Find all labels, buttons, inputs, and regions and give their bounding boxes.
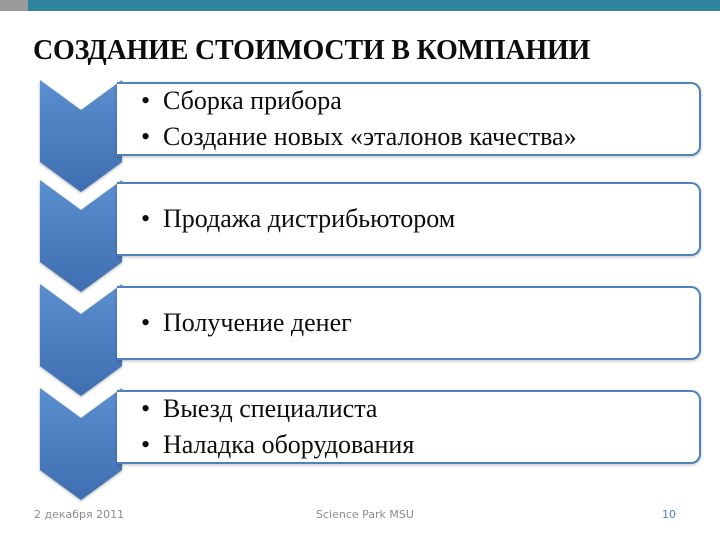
chevron-step-4 <box>40 388 122 500</box>
step-card-2 <box>117 182 701 256</box>
slide-title: СОЗДАНИЕ СТОИМОСТИ В КОМПАНИИ <box>33 35 591 66</box>
footer-date: 2 декабря 2011 <box>34 508 125 521</box>
step-bullet <box>141 305 699 341</box>
step-card-3 <box>117 286 701 360</box>
step-bullet-text: Наладка оборудования <box>163 430 415 459</box>
step-bullet-text: Продажа дистрибьютором <box>163 204 456 233</box>
footer-page-number: 10 <box>662 508 676 521</box>
bullet-glyph: • <box>141 204 151 233</box>
step-bullet-text: Сборка прибора <box>163 86 342 115</box>
footer-center: Science Park MSU <box>316 508 414 521</box>
step-bullet <box>141 427 699 463</box>
step-card-4 <box>117 390 701 464</box>
bullet-glyph: • <box>141 308 151 337</box>
chevron-step-1 <box>40 80 122 192</box>
bullet-glyph: • <box>141 122 151 151</box>
step-bullet-text: Выезд специалиста <box>163 394 378 423</box>
step-bullet <box>141 119 699 155</box>
step-bullet <box>141 83 699 119</box>
bullet-glyph: • <box>141 430 151 459</box>
bullet-glyph: • <box>141 394 151 423</box>
chevron-step-3 <box>40 284 122 396</box>
step-bullet-text: Получение денег <box>163 308 352 337</box>
bullet-glyph: • <box>141 86 151 115</box>
chevron-step-2 <box>40 180 122 292</box>
step-bullet <box>141 391 699 427</box>
step-bullet-text: Создание новых «эталонов качества» <box>163 122 577 151</box>
step-bullet <box>141 201 699 237</box>
step-card-1 <box>117 82 701 156</box>
